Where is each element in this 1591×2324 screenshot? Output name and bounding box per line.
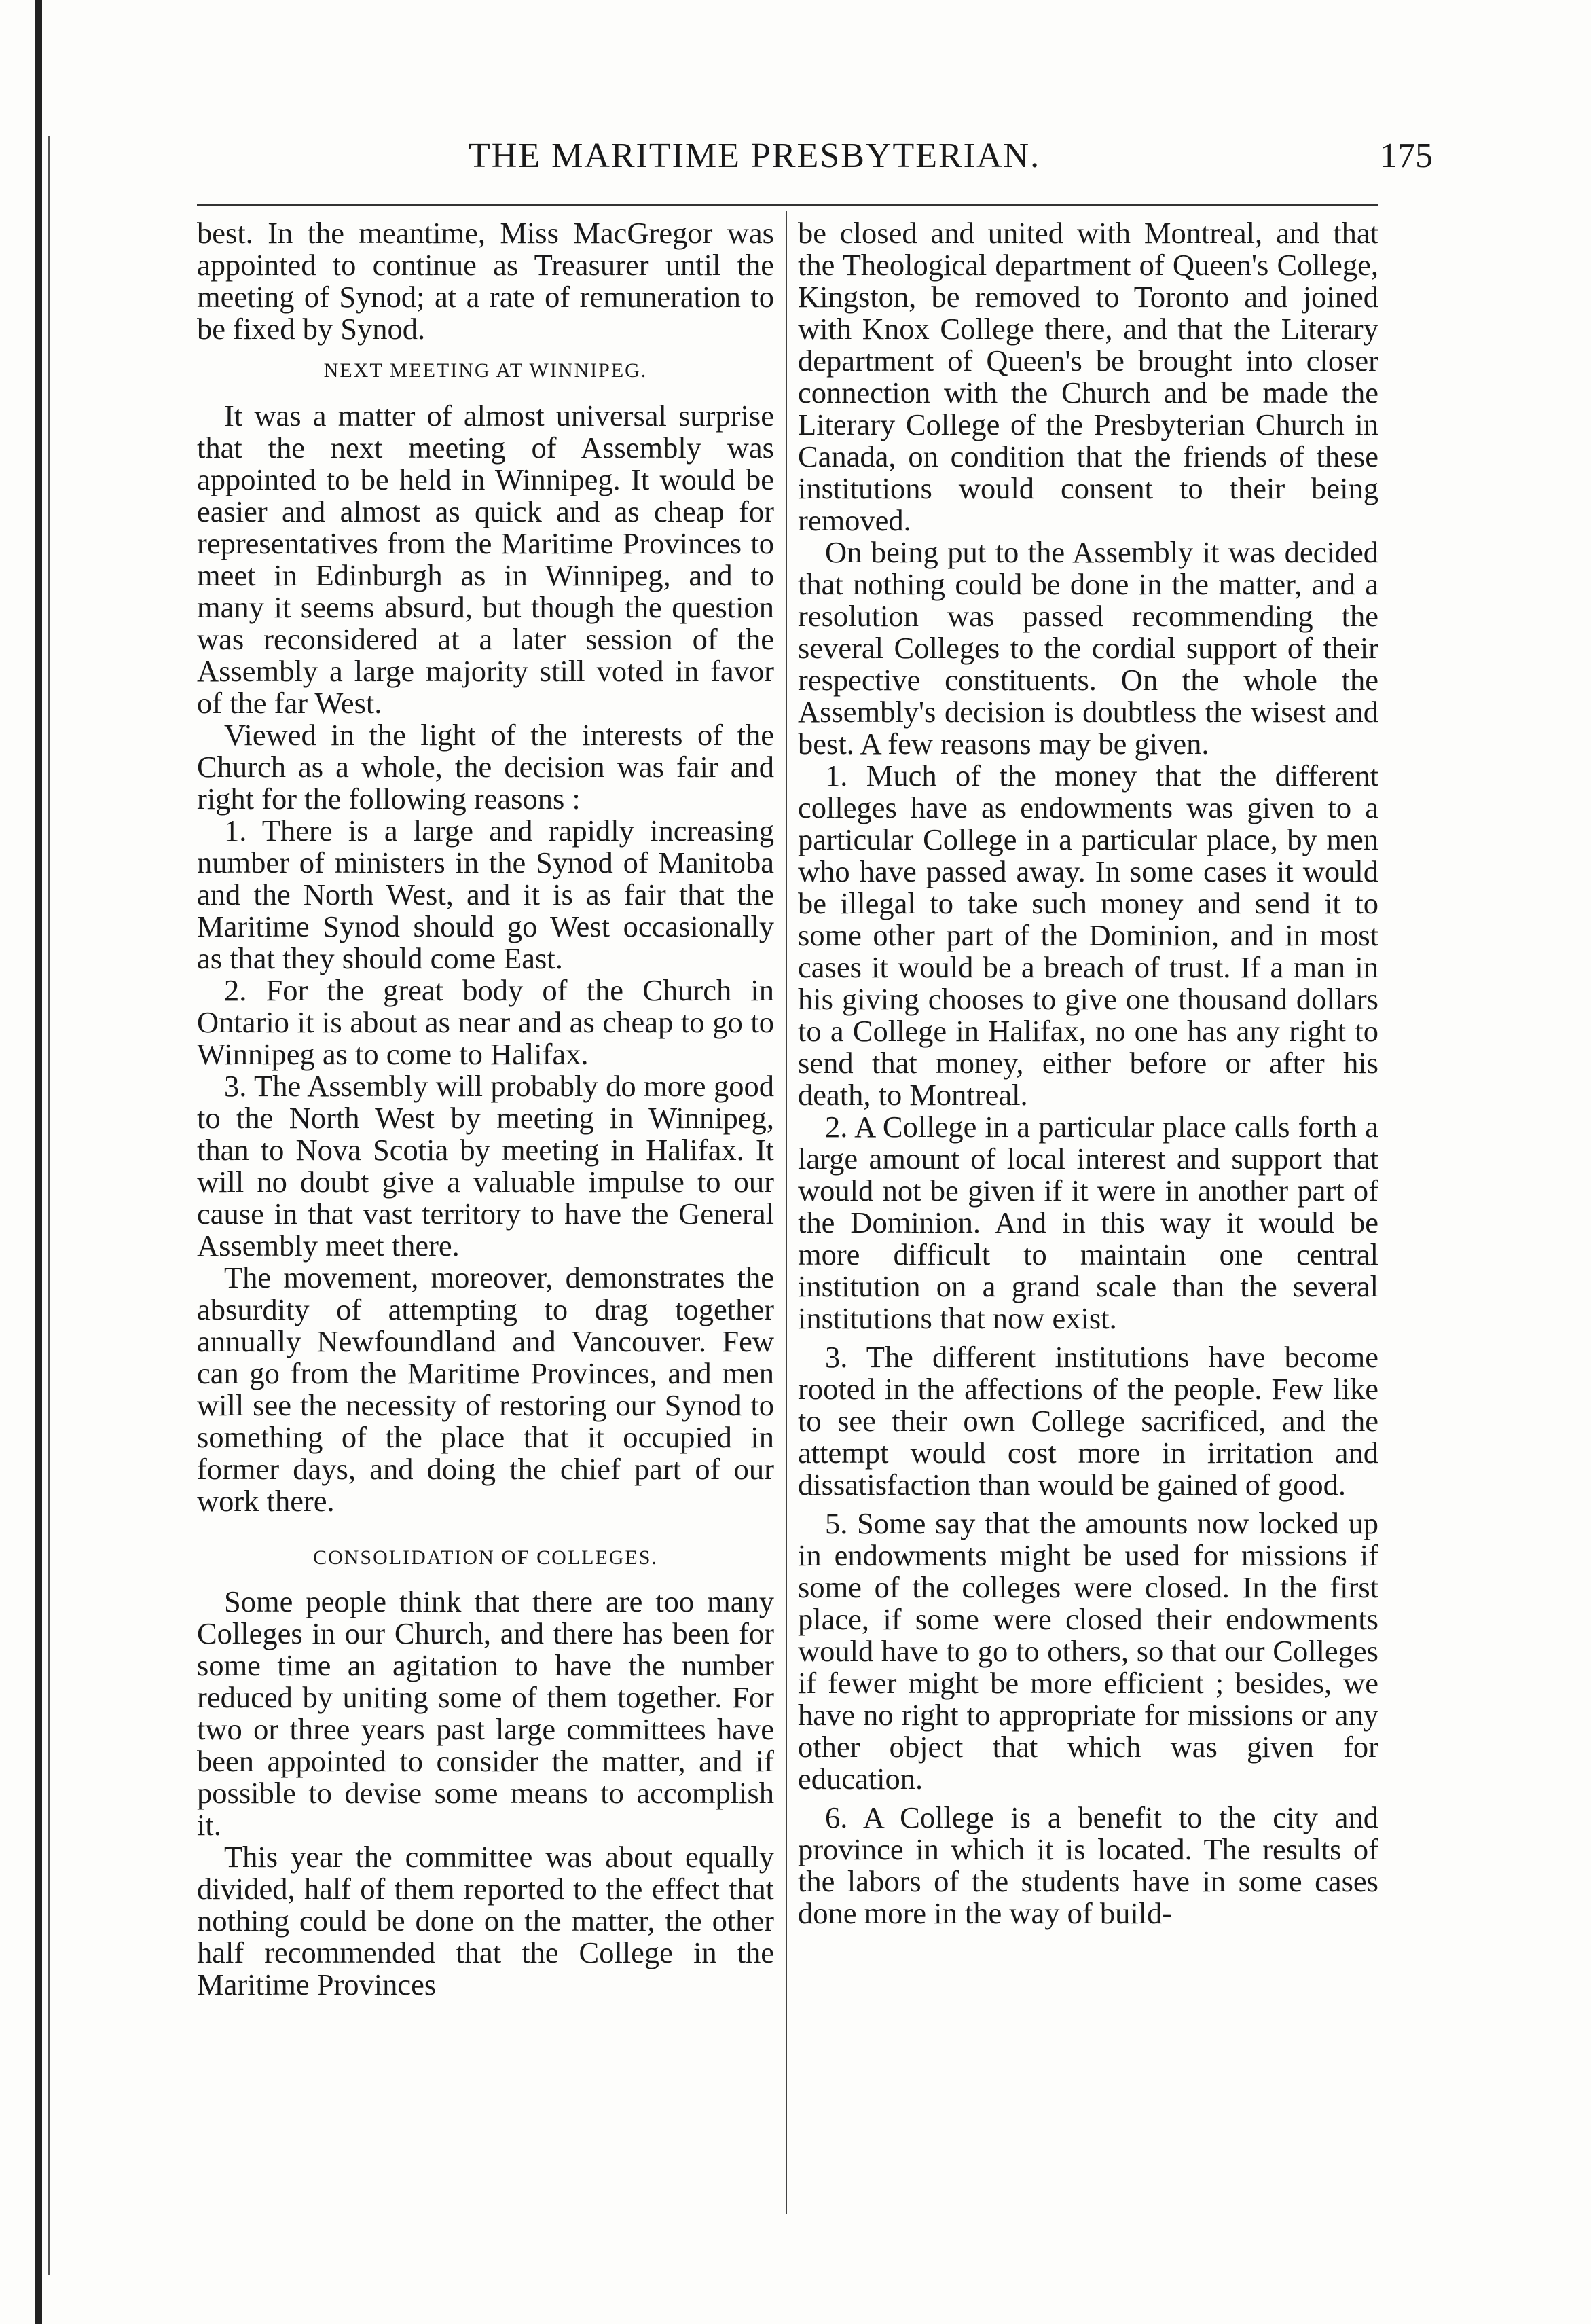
paragraph-reason-3: 3. The Assembly will probably do more good to the North West by meeting in Winnipeg, than to Nova Scotia by meeting in Halifax. It will no doubt give a valuable impulse to our cause in that vast territory to have the General Assembly meet there.: [197, 1069, 774, 1263]
paragraph-movement: The movement, moreover, demonstrates the absurdity of attempting to drag together annually Newfoundland and Vancouver. Few can go from the Maritime Provinces, and men will see the necessity of restoring our Synod to something of the place that it occupied in former days, and doing the chief part of our work there.: [197, 1260, 774, 1518]
journal-title: THE MARITIME PRESBYTERIAN.: [469, 137, 1041, 175]
paragraph-continuation: be closed and united with Montreal, and that the Theological department of Queen's College, Kingston, be removed to Toronto and joined with Knox College there, and that the Literary department of Queen's be brought into closer connection with the Church and be made the Literary College of the Presbyterian Church in Canada, on condition that the friends of these institutions would consent to their being removed.: [798, 216, 1378, 537]
paragraph-reason-2-local: 2. A College in a particular place calls forth a large amount of local interest and support that would not be given if it were in another part of the Dominion. And in this way it would be more difficult to maintain one central institution on a grand scale than the several institutions that now exist.: [798, 1110, 1378, 1335]
section-heading-next-meeting: NEXT MEETING AT WINNIPEG.: [323, 359, 648, 382]
paragraph-on-being-put: On being put to the Assembly it was decided that nothing could be done in the matter, and a resolution was passed recommending the several Colleges to the cordial support of their respective constituents. On the whole the Assembly's decision is doubtless the wisest and best. A few reasons may be given.: [798, 535, 1378, 761]
running-header: [197, 136, 1433, 190]
paragraph-reason-1: 1. There is a large and rapidly increasing number of ministers in the Synod of Manitoba and the North West, and it is as fair that the Maritime Synod should go West occasionally as that they should come East.: [197, 814, 774, 975]
header-rule: [197, 204, 1378, 206]
section-heading-consolidation: CONSOLIDATION OF COLLEGES.: [313, 1546, 658, 1569]
paragraph-reason-3-rooted: 3. The different institutions have become rooted in the affections of the people. Few like to see their own College sacrificed, and the attempt would cost more in irritation and dissatisfaction than would be gained of good.: [798, 1340, 1378, 1502]
paragraph-some-people: Some people think that there are too many Colleges in our Church, and there has been for some time an agitation to have the number reduced by uniting some of them together. For two or three years past large committees have been appointed to consider the matter, and if possible to devise some means to accomplish it.: [197, 1584, 774, 1842]
paragraph-reason-1-money: 1. Much of the money that the different colleges have as endowments was given to a particular College in a particular place, by men who have passed away. In some cases it would be illegal to take such money and send it to some other part of the Dominion, and in most cases it would be a breach of trust. If a man in his giving chooses to give one thousand dollars to a College in Halifax, no one has any right to send that money, either before or after his death, to Montreal.: [798, 759, 1378, 1112]
page-number: 175: [1380, 137, 1433, 175]
left-column: [197, 217, 774, 2001]
paragraph-this-year: This year the committee was about equally divided, half of them reported to the effect that nothing could be done on the matter, the other half recommended that the College in the Maritime Provinces: [197, 1840, 774, 2001]
paragraph-reason-6-benefit: 6. A College is a benefit to the city and province in which it is located. The results of the labors of the students have in some cases done more in the way of build-: [798, 1800, 1378, 1930]
binding-edge: [35, 0, 42, 2324]
paragraph-intro: best. In the meantime, Miss MacGregor was appointed to continue as Treasurer until the meeting of Synod; at a rate of remuneration to be fixed by Synod.: [197, 216, 774, 346]
binding-shadow-line: [48, 136, 50, 2275]
column-divider: [786, 211, 787, 2214]
paragraph-viewed: Viewed in the light of the interests of the Church as a whole, the decision was fair and right for the following reasons :: [197, 718, 774, 816]
right-column: [798, 217, 1378, 1929]
paragraph-reason-2: 2. For the great body of the Church in Ontario it is about as near and as cheap to go to Winnipeg as to come to Halifax.: [197, 973, 774, 1071]
paragraph-surprise: It was a matter of almost universal surprise that the next meeting of Assembly was appointed to be held in Winnipeg. It would be easier and almost as quick and as cheap for representatives from the Maritime Provinces to meet in Edinburgh as in Winnipeg, and to many it seems absurd, but though the question was reconsidered at a later session of the Assembly a large majority still voted in favor of the far West.: [197, 399, 774, 720]
paragraph-reason-5-endowments: 5. Some say that the amounts now locked up in endowments might be used for missions if some of the colleges were closed. In the first place, if some were closed their endowments would have to go to others, so that our Colleges if fewer might be more efficient ; besides, we have no right to appropriate for missions or any other object that which was given for education.: [798, 1506, 1378, 1796]
